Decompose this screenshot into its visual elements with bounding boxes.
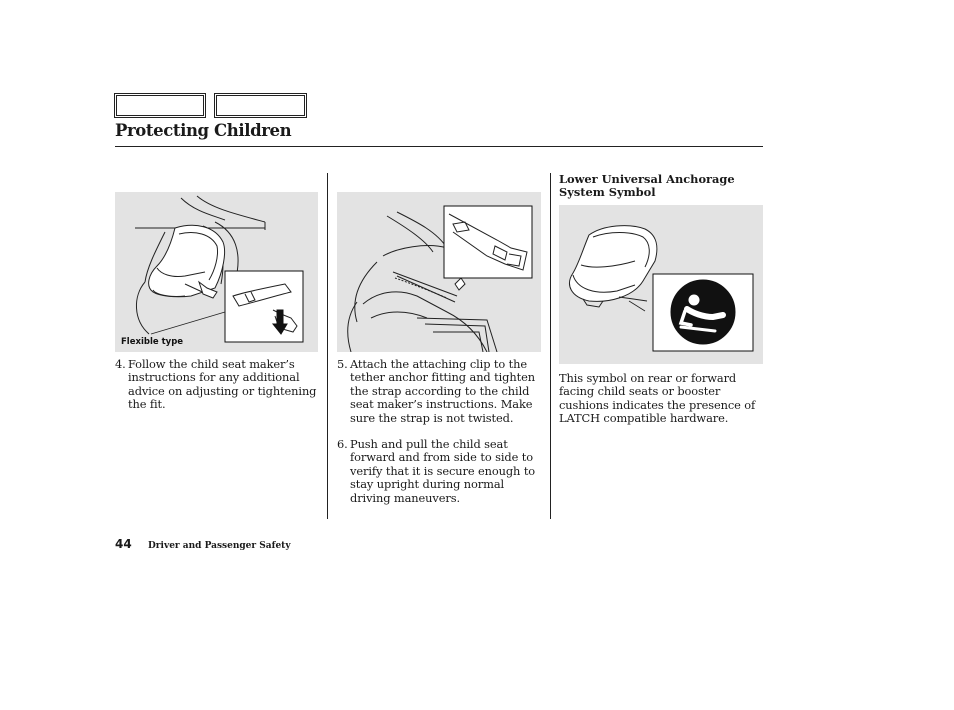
step-number: 4. — [115, 357, 126, 371]
header-tab-right — [214, 93, 307, 118]
step-5 — [337, 358, 547, 425]
step-text: Push and pull the child seat forward and from side to side to verify that it is secure enough to stay upright during normal driving maneuvers. — [350, 437, 536, 505]
header-tab-left — [114, 93, 206, 118]
step-4 — [115, 358, 320, 412]
latch-symbol-illustration — [559, 205, 763, 364]
figure-caption: Flexible type — [121, 337, 184, 347]
latch-symbol-description: This symbol on rear or forward facing child seats or booster cushions indicates the presence of LATCH compatible hardware. — [559, 371, 756, 426]
page-title: Protecting Children — [115, 121, 292, 140]
page-number: 44 — [115, 537, 132, 551]
column-2-text — [337, 358, 547, 505]
column-1-text — [115, 358, 320, 412]
step-text: Attach the attaching clip to the tether anchor fitting and tighten the strap according to the child seat maker’s instructions. Make sure the strap is not twisted. — [350, 357, 535, 425]
latch-symbol-heading: Lower Universal Anchorage System Symbol — [559, 172, 735, 199]
child-seat-flexible-tether-illustration — [115, 192, 318, 352]
column-divider-1 — [327, 173, 328, 519]
step-number: 5. — [337, 357, 348, 371]
step-text: Follow the child seat maker’s instructions for any additional advice on adjusting or tightening the fit. — [128, 357, 317, 412]
step-6 — [337, 438, 547, 505]
footer-section-title: Driver and Passenger Safety — [148, 541, 291, 551]
title-divider — [115, 146, 763, 147]
column-divider-2 — [550, 173, 551, 519]
tether-anchor-clip-illustration — [337, 192, 541, 352]
step-number: 6. — [337, 437, 348, 452]
